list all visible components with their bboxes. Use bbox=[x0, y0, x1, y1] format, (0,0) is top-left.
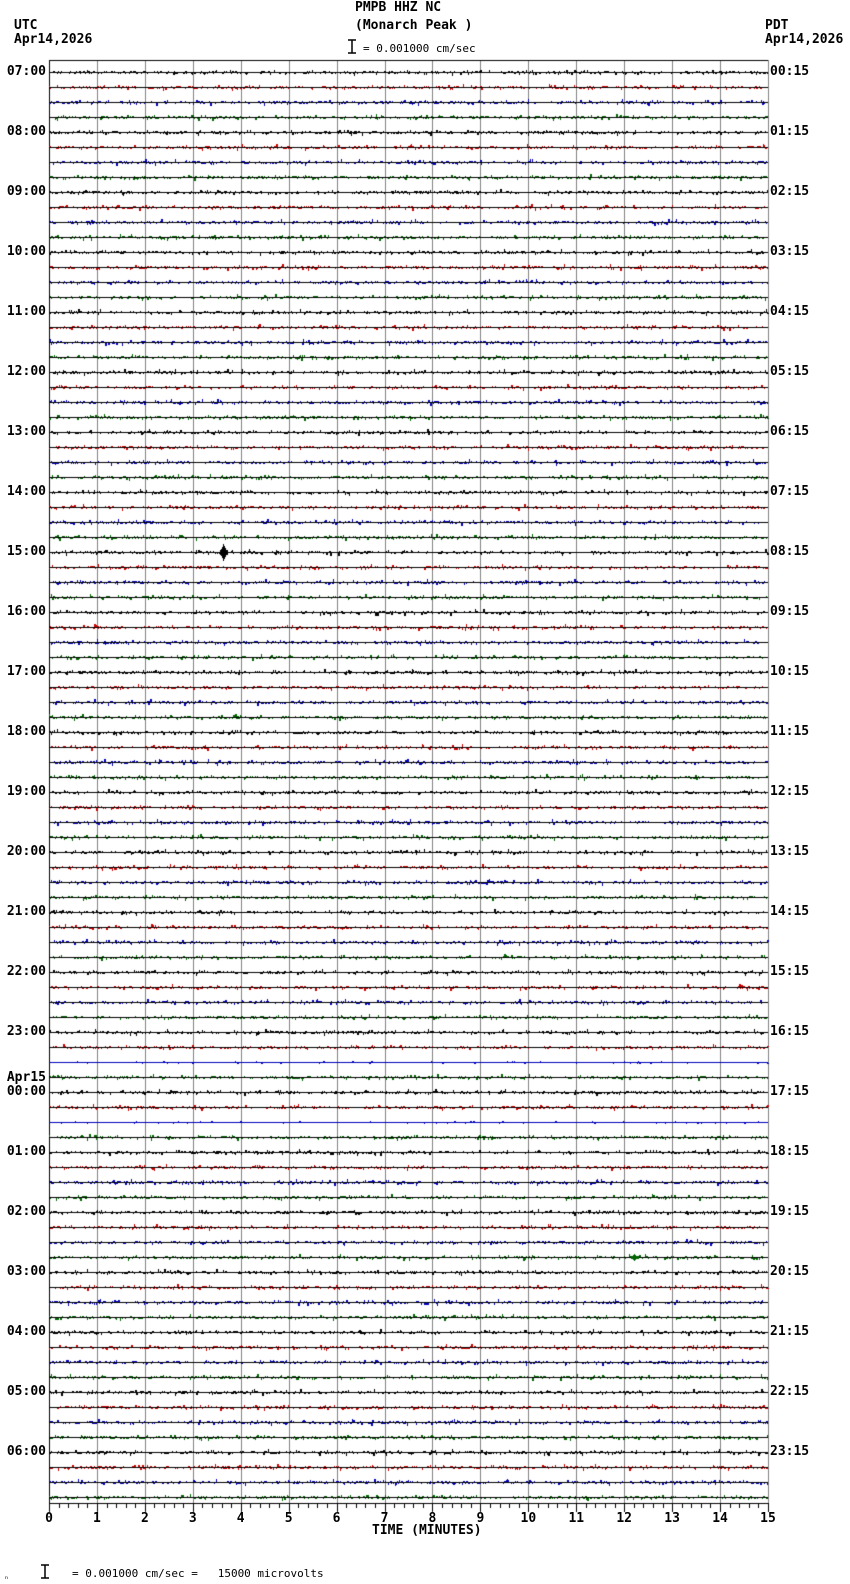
pdt-hour-label: 14:15 bbox=[770, 904, 810, 919]
utc-hour-label: 11:00 bbox=[6, 304, 46, 319]
x-axis-tick-label: 12 bbox=[616, 1511, 633, 1526]
utc-hour-label: 19:00 bbox=[6, 784, 46, 799]
utc-hour-label: 13:00 bbox=[6, 424, 46, 439]
pdt-hour-label: 06:15 bbox=[770, 424, 810, 439]
pdt-hour-label: 15:15 bbox=[770, 964, 810, 979]
pdt-hour-label: 07:15 bbox=[770, 484, 810, 499]
utc-hour-label: 17:00 bbox=[6, 664, 46, 679]
pdt-hour-label: 09:15 bbox=[770, 604, 810, 619]
x-axis-title: TIME (MINUTES) bbox=[372, 1523, 482, 1538]
station-subtitle: (Monarch Peak ) bbox=[355, 18, 473, 33]
pdt-hour-label: 05:15 bbox=[770, 364, 810, 379]
pdt-date-label: Apr14,2026 bbox=[765, 32, 844, 47]
amplitude-scale-icon bbox=[347, 39, 357, 58]
x-axis-tick-label: 9 bbox=[476, 1511, 485, 1526]
pdt-hour-label: 12:15 bbox=[770, 784, 810, 799]
utc-hour-label: 14:00 bbox=[6, 484, 46, 499]
x-axis-tick-label: 8 bbox=[428, 1511, 437, 1526]
x-axis-tick-label: 0 bbox=[45, 1511, 53, 1526]
x-axis-tick-label: 14 bbox=[712, 1511, 728, 1526]
utc-hour-label: 09:00 bbox=[6, 184, 46, 199]
utc-timezone-label: UTC bbox=[14, 18, 38, 33]
utc-date-break-label: Apr15 bbox=[6, 1070, 46, 1085]
x-axis-tick-label: 6 bbox=[332, 1511, 341, 1526]
utc-hour-label: 20:00 bbox=[6, 844, 46, 859]
utc-hour-label: 22:00 bbox=[6, 964, 46, 979]
pdt-hour-label: 03:15 bbox=[770, 244, 810, 259]
pdt-hour-label: 19:15 bbox=[770, 1204, 810, 1219]
utc-hour-label: 03:00 bbox=[6, 1264, 46, 1279]
pdt-hour-label: 13:15 bbox=[770, 844, 810, 859]
utc-hour-label: 07:00 bbox=[6, 64, 46, 79]
pdt-hour-label: 20:15 bbox=[770, 1264, 810, 1279]
utc-hour-label: 16:00 bbox=[6, 604, 46, 619]
utc-hour-label: 15:00 bbox=[6, 544, 46, 559]
x-axis-tick-label: 1 bbox=[93, 1511, 101, 1526]
utc-hour-label: 18:00 bbox=[6, 724, 46, 739]
utc-hour-label: 12:00 bbox=[6, 364, 46, 379]
x-axis-tick-label: 2 bbox=[140, 1511, 149, 1526]
utc-hour-label: 23:00 bbox=[6, 1024, 46, 1039]
utc-hour-label: 08:00 bbox=[6, 124, 46, 139]
utc-hour-label: 02:00 bbox=[6, 1204, 46, 1219]
amplitude-scale-text: = 0.001000 cm/sec bbox=[363, 42, 476, 55]
pdt-hour-label: 00:15 bbox=[770, 64, 810, 79]
utc-date-label: Apr14,2026 bbox=[14, 32, 93, 47]
footer-trace-glyph: ₙ bbox=[4, 1572, 9, 1581]
station-title: PMPB HHZ NC bbox=[355, 0, 442, 15]
x-axis-tick-label: 5 bbox=[284, 1511, 293, 1526]
x-axis-tick-label: 3 bbox=[188, 1511, 197, 1526]
utc-hour-label: 06:00 bbox=[6, 1444, 46, 1459]
pdt-hour-label: 04:15 bbox=[770, 304, 810, 319]
utc-hour-label: 05:00 bbox=[6, 1384, 46, 1399]
utc-hour-label: 01:00 bbox=[6, 1144, 46, 1159]
utc-hour-label: 00:00 bbox=[6, 1084, 46, 1099]
footer-scale-icon bbox=[40, 1564, 50, 1583]
x-axis-tick-label: 10 bbox=[520, 1511, 537, 1526]
x-axis-tick-label: 11 bbox=[568, 1511, 585, 1526]
pdt-hour-label: 02:15 bbox=[770, 184, 810, 199]
pdt-hour-label: 08:15 bbox=[770, 544, 810, 559]
utc-hour-label: 04:00 bbox=[6, 1324, 46, 1339]
pdt-hour-label: 16:15 bbox=[770, 1024, 810, 1039]
x-axis-tick-label: 13 bbox=[664, 1511, 680, 1526]
pdt-hour-label: 10:15 bbox=[770, 664, 810, 679]
x-axis-tick-label: 15 bbox=[760, 1511, 776, 1526]
pdt-hour-label: 18:15 bbox=[770, 1144, 810, 1159]
utc-hour-label: 10:00 bbox=[6, 244, 46, 259]
pdt-timezone-label: PDT bbox=[765, 18, 789, 33]
pdt-hour-label: 23:15 bbox=[770, 1444, 810, 1459]
utc-hour-label: 21:00 bbox=[6, 904, 46, 919]
pdt-hour-label: 17:15 bbox=[770, 1084, 810, 1099]
pdt-hour-label: 21:15 bbox=[770, 1324, 810, 1339]
pdt-hour-label: 22:15 bbox=[770, 1384, 810, 1399]
pdt-hour-label: 01:15 bbox=[770, 124, 810, 139]
pdt-hour-label: 11:15 bbox=[770, 724, 810, 739]
footer-scale-equation: = 0.001000 cm/sec = 15000 microvolts bbox=[72, 1567, 324, 1580]
x-axis-tick-label: 7 bbox=[380, 1511, 389, 1526]
x-axis-tick-label: 4 bbox=[236, 1511, 245, 1526]
